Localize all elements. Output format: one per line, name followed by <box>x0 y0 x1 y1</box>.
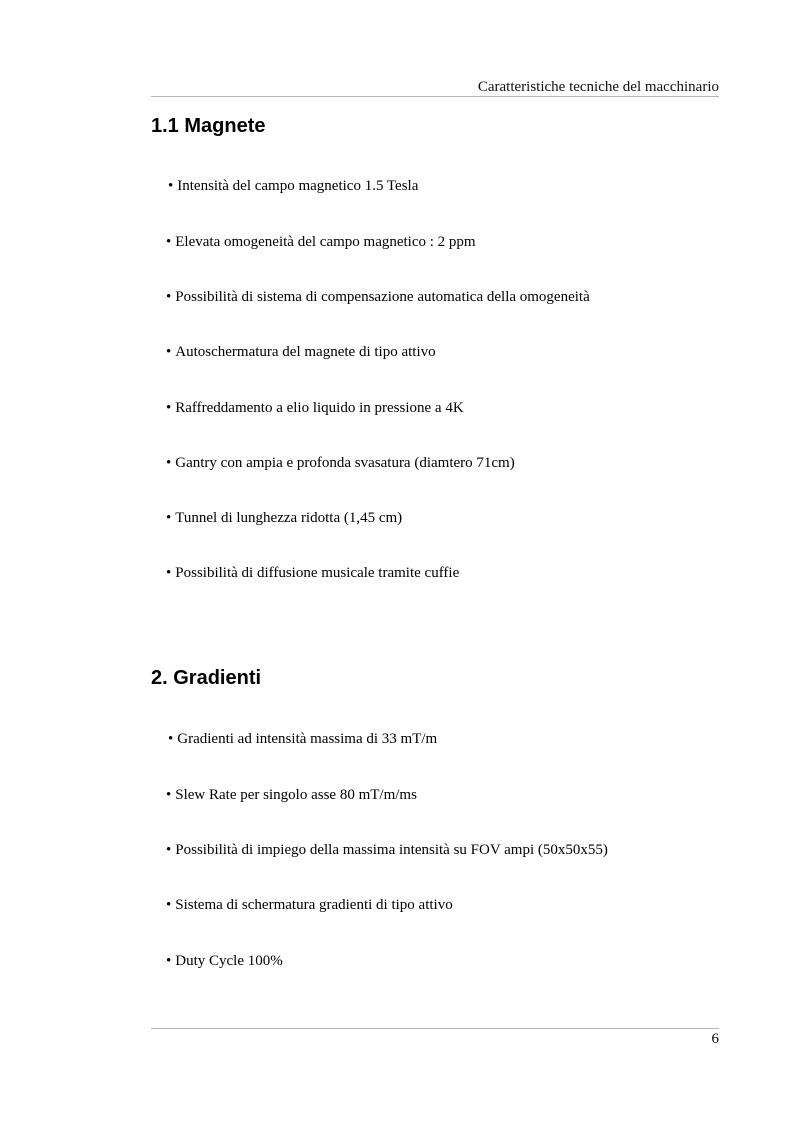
list-item <box>168 730 437 748</box>
bullet-icon: • <box>166 842 172 858</box>
list-item <box>166 454 515 472</box>
bullet-icon: • <box>168 178 174 194</box>
list-item-text: Sistema di schermatura gradienti di tipo attivo <box>175 897 453 913</box>
list-item <box>166 896 453 914</box>
footer-rule <box>151 1028 719 1029</box>
section-title-gradienti: 2. Gradienti <box>151 667 262 689</box>
list-item-text: Intensità del campo magnetico 1.5 Tesla <box>177 178 419 194</box>
list-item-text: Raffreddamento a elio liquido in pressione a 4K <box>175 400 464 416</box>
list-item-text: Possibilità di sistema di compensazione automatica della omogeneità <box>175 289 590 305</box>
bullet-icon: • <box>168 731 174 747</box>
bullet-icon: • <box>166 289 172 305</box>
list-item <box>166 786 417 804</box>
bullet-icon: • <box>166 400 172 416</box>
bullet-icon: • <box>166 510 172 526</box>
running-header: Caratteristiche tecniche del macchinario <box>477 79 719 95</box>
header-rule <box>151 96 719 97</box>
bullet-icon: • <box>166 344 172 360</box>
bullet-icon: • <box>166 565 172 581</box>
list-item <box>166 233 476 251</box>
list-item <box>166 399 464 417</box>
bullet-icon: • <box>166 455 172 471</box>
list-item <box>166 509 402 527</box>
list-item-text: Possibilità di impiego della massima intensità su FOV ampi (50x50x55) <box>175 842 608 858</box>
list-item <box>166 564 459 582</box>
section-title-magnete: 1.1 Magnete <box>151 115 266 137</box>
list-item-text: Possibilità di diffusione musicale tramite cuffie <box>175 565 460 581</box>
list-item-text: Autoschermatura del magnete di tipo attivo <box>175 344 436 360</box>
list-item-text: Tunnel di lunghezza ridotta (1,45 cm) <box>175 510 403 526</box>
list-item-text: Duty Cycle 100% <box>175 953 283 969</box>
list-item <box>166 343 436 361</box>
list-item-text: Elevata omogeneità del campo magnetico : 2 ppm <box>175 234 476 250</box>
bullet-icon: • <box>166 953 172 969</box>
list-item <box>166 288 590 306</box>
page-number: 6 <box>711 1031 719 1047</box>
list-item-text: Gantry con ampia e profonda svasatura (diamtero 71cm) <box>175 455 515 471</box>
list-item <box>168 177 418 195</box>
bullet-icon: • <box>166 787 172 803</box>
list-item-text: Gradienti ad intensità massima di 33 mT/m <box>177 731 438 747</box>
list-item <box>166 952 283 970</box>
list-item <box>166 841 608 859</box>
bullet-icon: • <box>166 234 172 250</box>
bullet-icon: • <box>166 897 172 913</box>
list-item-text: Slew Rate per singolo asse 80 mT/m/ms <box>175 787 417 803</box>
